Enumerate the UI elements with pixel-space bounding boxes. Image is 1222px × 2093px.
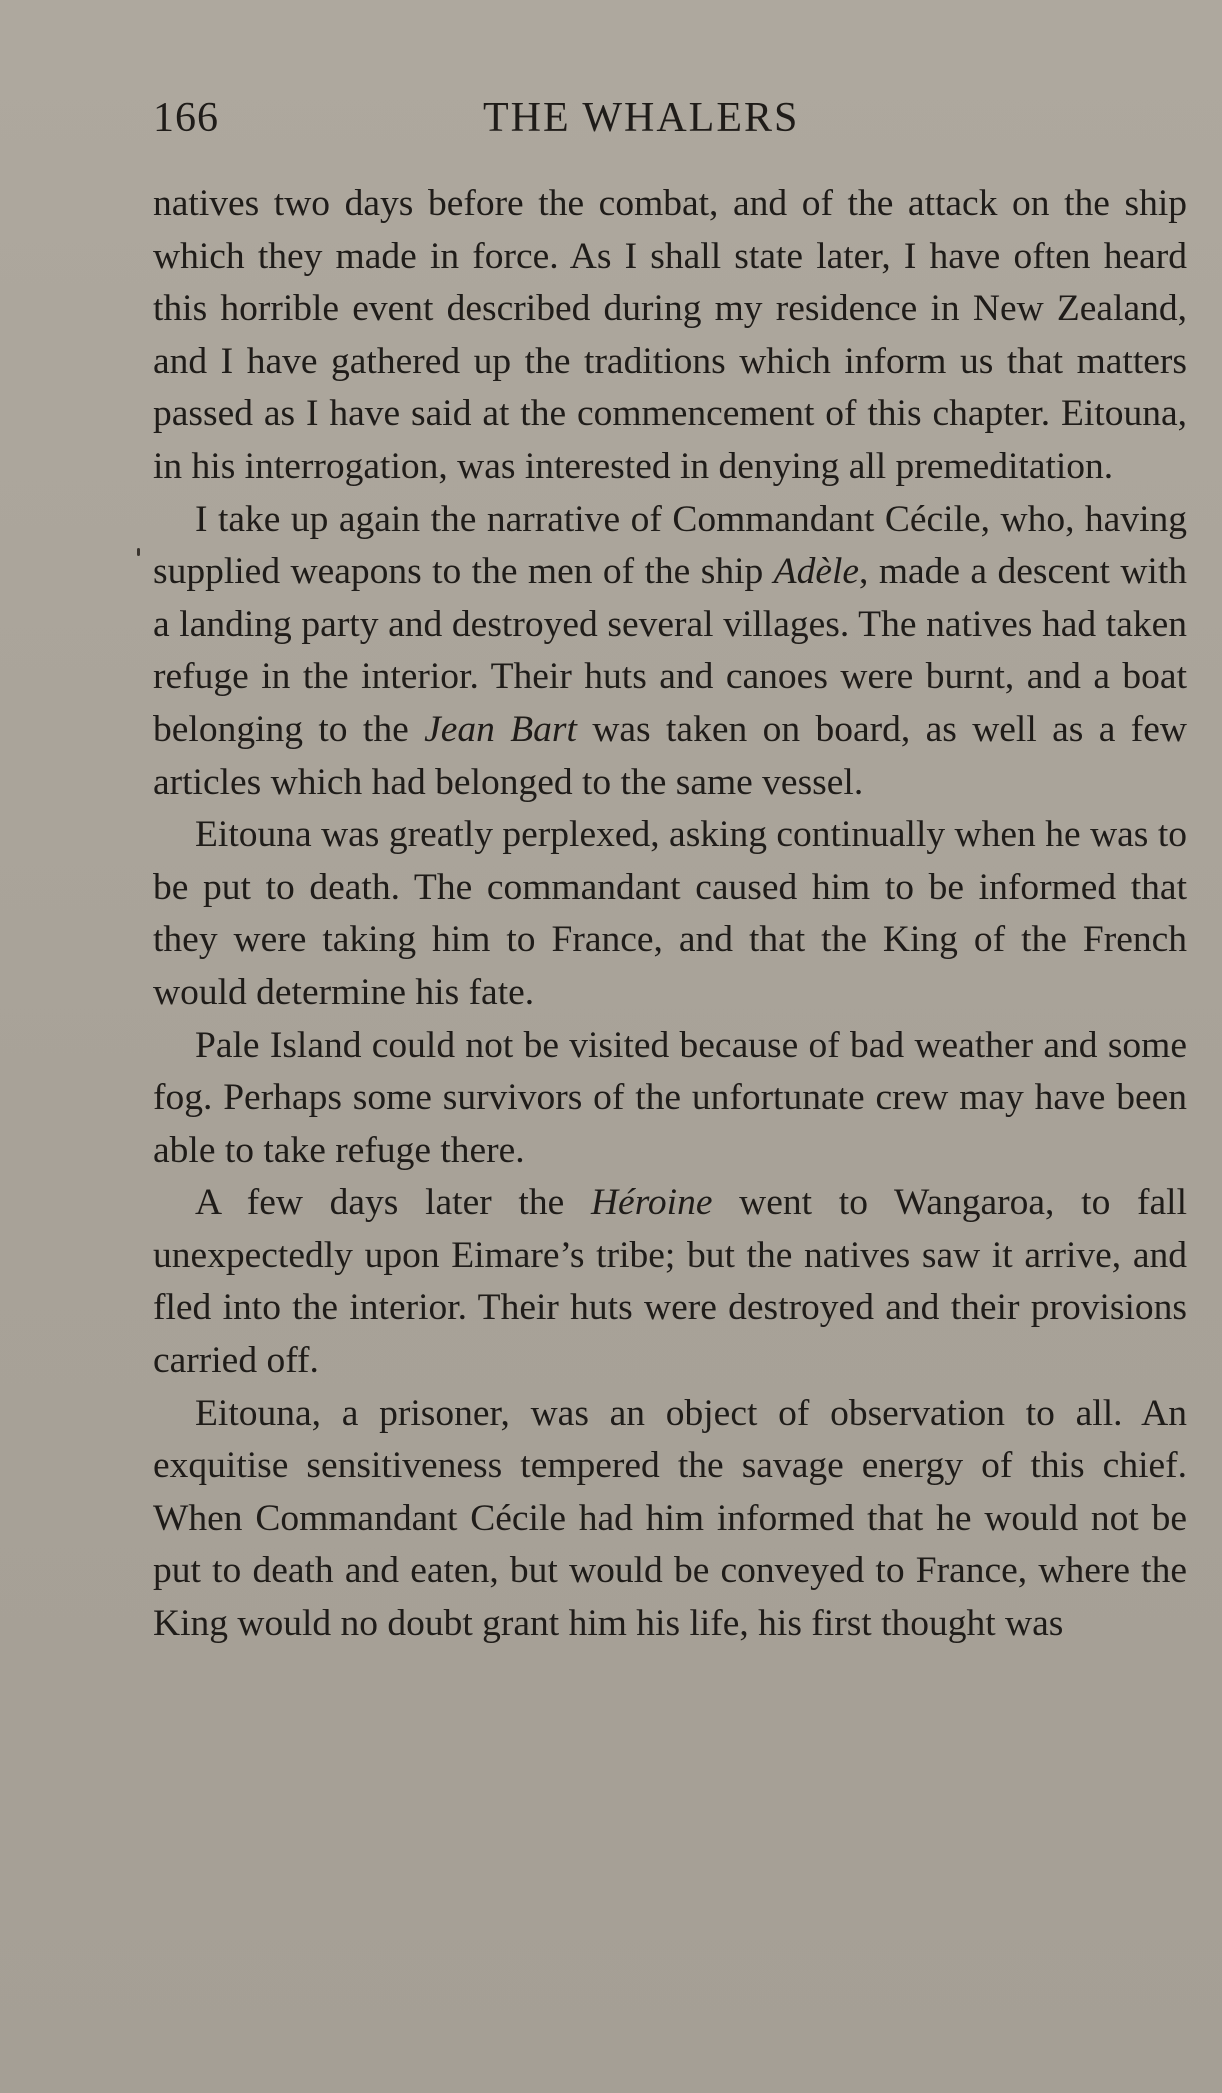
text-run: went to Wangaroa, to fall unexpectedly upon Eimare’s tribe; but the natives saw it arrive, and fled into the interior. Their huts were destroyed and their provisions carried off.	[153, 1182, 1187, 1382]
paragraph	[153, 1020, 1187, 1178]
text-run: natives two days before the combat, and of the attack on the ship which they made in force. As I shall state later, I have often heard this horrible event described during my residence in New Zealand, and I have gathered up the traditions which inform us that matters passed as I have said at the commencement of this chapter. Eitouna, in his interrogation, was interested in denying all premeditation.	[153, 183, 1187, 487]
stray-ink-mark	[137, 548, 140, 556]
text-run: Pale Island could not be visited because of bad weather and some fog. Perhaps some survivors of the unfortunate crew may have been able to take refuge there.	[153, 1024, 1187, 1171]
text-run: A few days later the	[195, 1182, 591, 1224]
paragraph	[153, 494, 1187, 810]
italic-ship-name: Héroine	[590, 1182, 713, 1224]
italic-ship-name: Jean Bart	[424, 708, 577, 750]
paragraph	[153, 809, 1187, 1019]
running-head	[153, 88, 1187, 148]
text-run: , made a descent with a landing party and destroyed several villages. The natives had taken refuge in the interior. Their huts and canoes were burnt, and a boat belonging to the	[153, 551, 1187, 750]
page-number: 166	[153, 95, 219, 141]
italic-ship-name: Adèle	[773, 551, 860, 593]
running-title: THE WHALERS	[483, 95, 800, 141]
text-run: I take up again the narrative of Commandant Cécile, who, having supplied weapons to the men of the ship	[153, 498, 1187, 593]
text-run: was taken on board, as well as a few articles which had belonged to the same vessel.	[153, 708, 1187, 803]
body-text	[153, 178, 1187, 1651]
paragraph	[153, 1388, 1187, 1651]
text-run: Eitouna was greatly perplexed, asking continually when he was to be put to death. The commandant caused him to be informed that they were taking him to France, and that the King of the French would determine his fate.	[153, 814, 1187, 1013]
paragraph	[153, 178, 1187, 494]
text-run: Eitouna, a prisoner, was an object of observation to all. An exquitise sensitiveness tempered the savage energy of this chief. When Commandant Cécile had him informed that he would not be put to death and eaten, but would be conveyed to France, where the King would no doubt grant him his life, his first thought was	[153, 1392, 1187, 1645]
paragraph	[153, 1177, 1187, 1387]
